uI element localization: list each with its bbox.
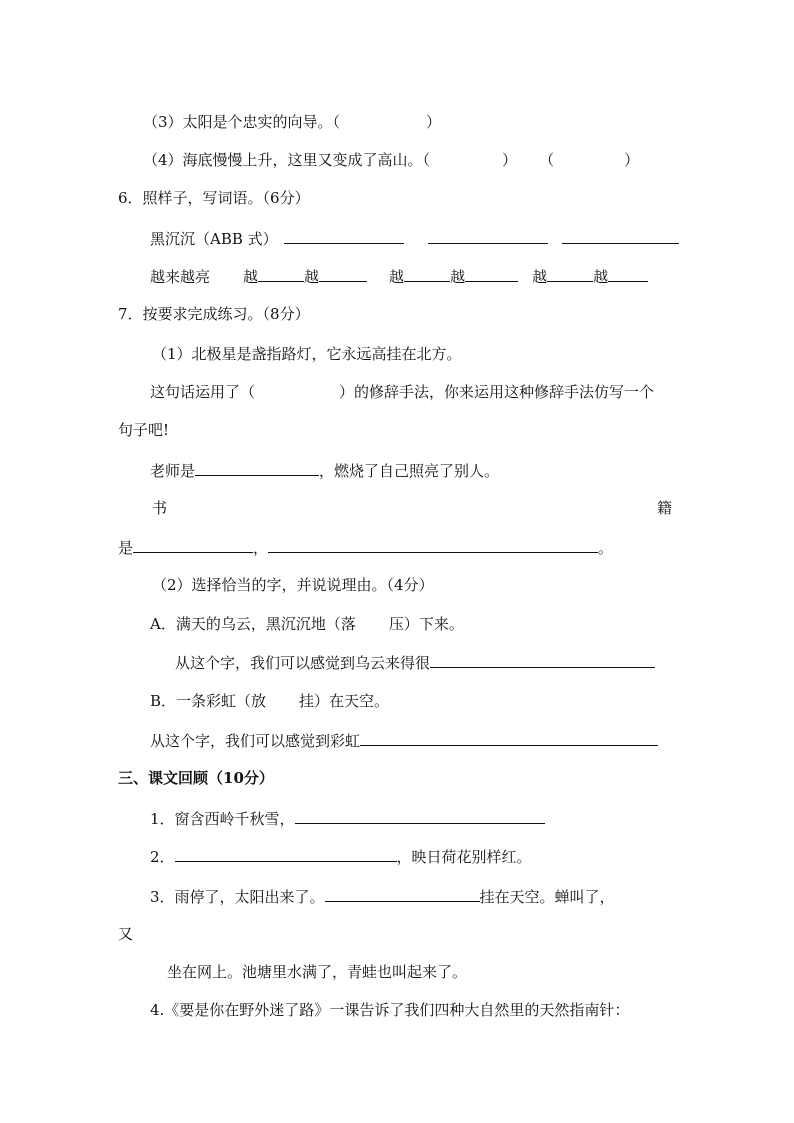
answer-blank[interactable] — [319, 266, 367, 282]
s3-item2: 2． ，映日荷花别样红。 — [150, 848, 532, 866]
answer-blank[interactable] — [295, 808, 545, 824]
q6-title: 6．照样子，写词语。（6分） — [118, 189, 310, 207]
q5-item4: （4）海底慢慢上升，这里又变成了高山。（ ） （ ） — [143, 151, 640, 169]
s3-item1: 1．窗含西岭千秋雪， — [150, 808, 545, 828]
q7-title: 7．按要求完成练习。（8分） — [118, 305, 310, 323]
answer-blank[interactable] — [175, 846, 397, 862]
q7-teacher: 老师是 ，燃烧了自己照亮了别人。 — [150, 462, 500, 480]
s3-item3: 3．雨停了，太阳出来了。 挂在天空。蝉叫了， — [150, 888, 615, 906]
q5-item3: （3）太阳是个忠实的向导。（ ） — [143, 113, 442, 131]
q6-row2: 越来越亮 越 越 越 越 越 越 — [150, 266, 648, 286]
q7-book-line: 是 ， 。 — [118, 539, 614, 557]
q7-b: B．一条彩虹（放 挂）在天空。 — [150, 692, 390, 710]
s3-item3-you: 又 — [118, 925, 134, 943]
q7-book-char1: 书 — [152, 499, 168, 517]
answer-blank[interactable] — [268, 537, 598, 553]
q7-part2: （2）选择恰当的字，并说说理由。（4分） — [152, 576, 434, 594]
s3-item4: 4.《要是你在野外迷了路》一课告诉了我们四种大自然里的天然指南针： — [150, 1001, 630, 1019]
section3-title: 三、课文回顾（10分） — [118, 769, 274, 787]
answer-blank[interactable] — [608, 266, 648, 282]
q7-part1: （1）北极星是盏指路灯，它永远高挂在北方。 — [152, 345, 462, 363]
q7-b-feel: 从这个字，我们可以感觉到彩虹 — [150, 730, 658, 750]
answer-blank[interactable] — [133, 537, 253, 553]
answer-blank[interactable] — [195, 460, 319, 476]
answer-blank[interactable] — [547, 266, 593, 282]
answer-blank[interactable] — [284, 228, 404, 244]
s3-item3-cont: 坐在网上。池塘里水满了，青蛙也叫起来了。 — [167, 963, 468, 981]
q7-a-feel: 从这个字，我们可以感觉到乌云来得很 — [175, 652, 655, 672]
q7-book-char2: 籍 — [657, 499, 673, 517]
answer-blank[interactable] — [428, 228, 548, 244]
answer-blank[interactable] — [430, 652, 655, 668]
answer-blank[interactable] — [562, 228, 679, 244]
answer-blank[interactable] — [325, 886, 480, 902]
answer-blank[interactable] — [360, 730, 658, 746]
answer-blank[interactable] — [465, 266, 518, 282]
q6-row1: 黑沉沉（ABB 式） — [150, 228, 679, 248]
answer-blank[interactable] — [404, 266, 450, 282]
q7-line-b: 句子吧! — [118, 421, 170, 439]
answer-blank[interactable] — [258, 266, 304, 282]
q7-line-a: 这句话运用了（ ）的修辞手法，你来运用这种修辞手法仿写一个 — [150, 383, 655, 401]
q7-a: A．满天的乌云，黑沉沉地（落 压）下来。 — [150, 615, 464, 633]
